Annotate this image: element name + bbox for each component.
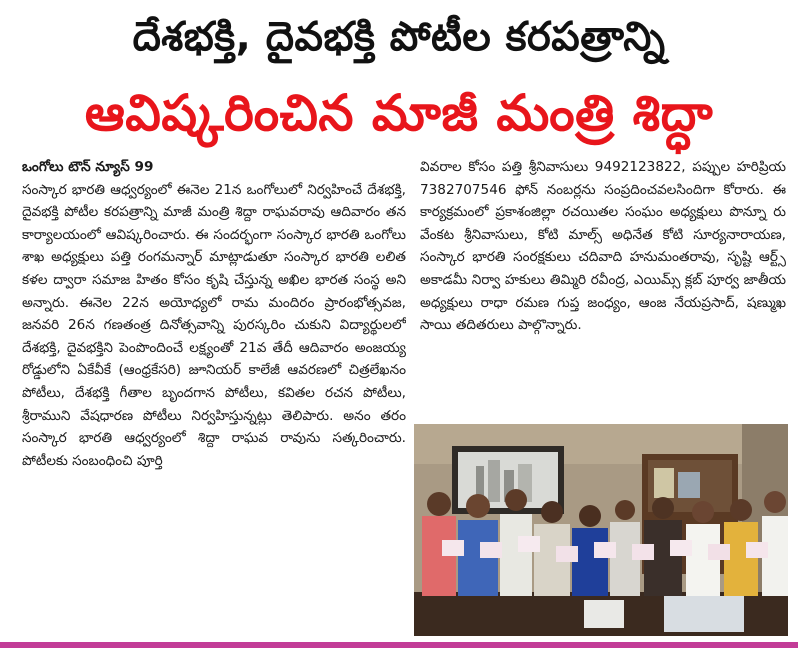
- headline-line-1: దేశభక్తి, దైవభక్తి పోటీల కరపత్రాన్ని: [132, 14, 666, 60]
- article-column-left: [22, 156, 406, 638]
- article-column-right: [420, 156, 786, 418]
- article-body-left: సంస్కార భారతి ఆధ్వర్యంలో ఈనెల 21న ఒంగోలులో నిర్వహించే దేశభక్తి, దైవభక్తి పోటీల కరపత్రాన్ని మాజీ మంత్రి శిద్దా రాఘవరావు ఆదివారం తన కార్యాలయంలో ఆవిష్కరించారు. ఈ సందర్భంగా సంస్కార భారతి ఒంగోలు శాఖ అధ్యక్షులు పత్తి రంగమన్నార్ మాట్లాడుతూ సంస్కార భారతి లలిత కళల ద్వారా సమాజ హితం కోసం కృషి చేస్తున్న అఖిల భారత సంస్థ అని అన్నారు. ఈనెల 22న అయోధ్యలో రామ మందిరం ప్రారంభోత్సవజ, జనవరి 26న గణతంత్ర దినోత్సవాన్ని పురస్కరిం చుకుని విద్యార్థులలో దేశభక్తి, దైవభక్తిని పెంపొందించే లక్ష్యంతో 21వ తేదీ ఆదివారం అంజయ్య రోడ్డులోని ఏకేవీకే (ఆంధ్రకేసరి) జూనియర్ కాలేజీ ఆవరణలో చిత్రలేఖనం పోటీలు, దేశభక్తి గీతాల బృందగాన పోటీలు, కవితల రచన పోటీలు, శ్రీరాముని వేషధారణ పోటీలు నిర్వహిస్తున్నట్లు తెలిపారు. అనం తరం సంస్కార భారతి ఆధ్వర్యంలో శిద్దా రాఘవ రావును సత్కరించారు. పోటీలకు సంబంధించి పూర్తి: [22, 181, 406, 469]
- event-photo: [414, 424, 788, 636]
- bottom-accent-rule: [0, 642, 798, 648]
- headline-line-2: ఆవిష్కరించిన మాజీ మంత్రి శిద్ధా: [84, 84, 714, 142]
- article-dateline: ఒంగోలు టౌన్ న్యూస్ 99: [22, 159, 154, 175]
- article-body-right: వివరాల కోసం పత్తి శ్రీనివాసులు 9492123822, పప్పుల హరిప్రియ 7382707546 ఫోన్ నంబర్లను సంప్రదించవలసిందిగా కోరారు. ఈ కార్యక్రమంలో ప్రకాశంజిల్లా రచయితల సంఘం అధ్యక్షులు పొన్నూ రు వేంకట శ్రీనివాసులు, కోటి మాల్స్ అధినేత కోటి సూర్యనారాయణ, సంస్కార భారతి సంరక్షకులు చదివాది హనుమంతరావు, సృష్టి ఆర్ట్స్ అకాడమీ నిర్వా హకులు తిమ్మిరి రవీంద్ర, ఎయిమ్స్ క్లబ్ పూర్వ జాతీయ అధ్యక్షులు రాధా రమణ గుప్త జంధ్యం, ఆంజ నేయప్రసాద్, షణ్ముఖ సాయి తదితరులు పాల్గొన్నారు.: [420, 159, 786, 334]
